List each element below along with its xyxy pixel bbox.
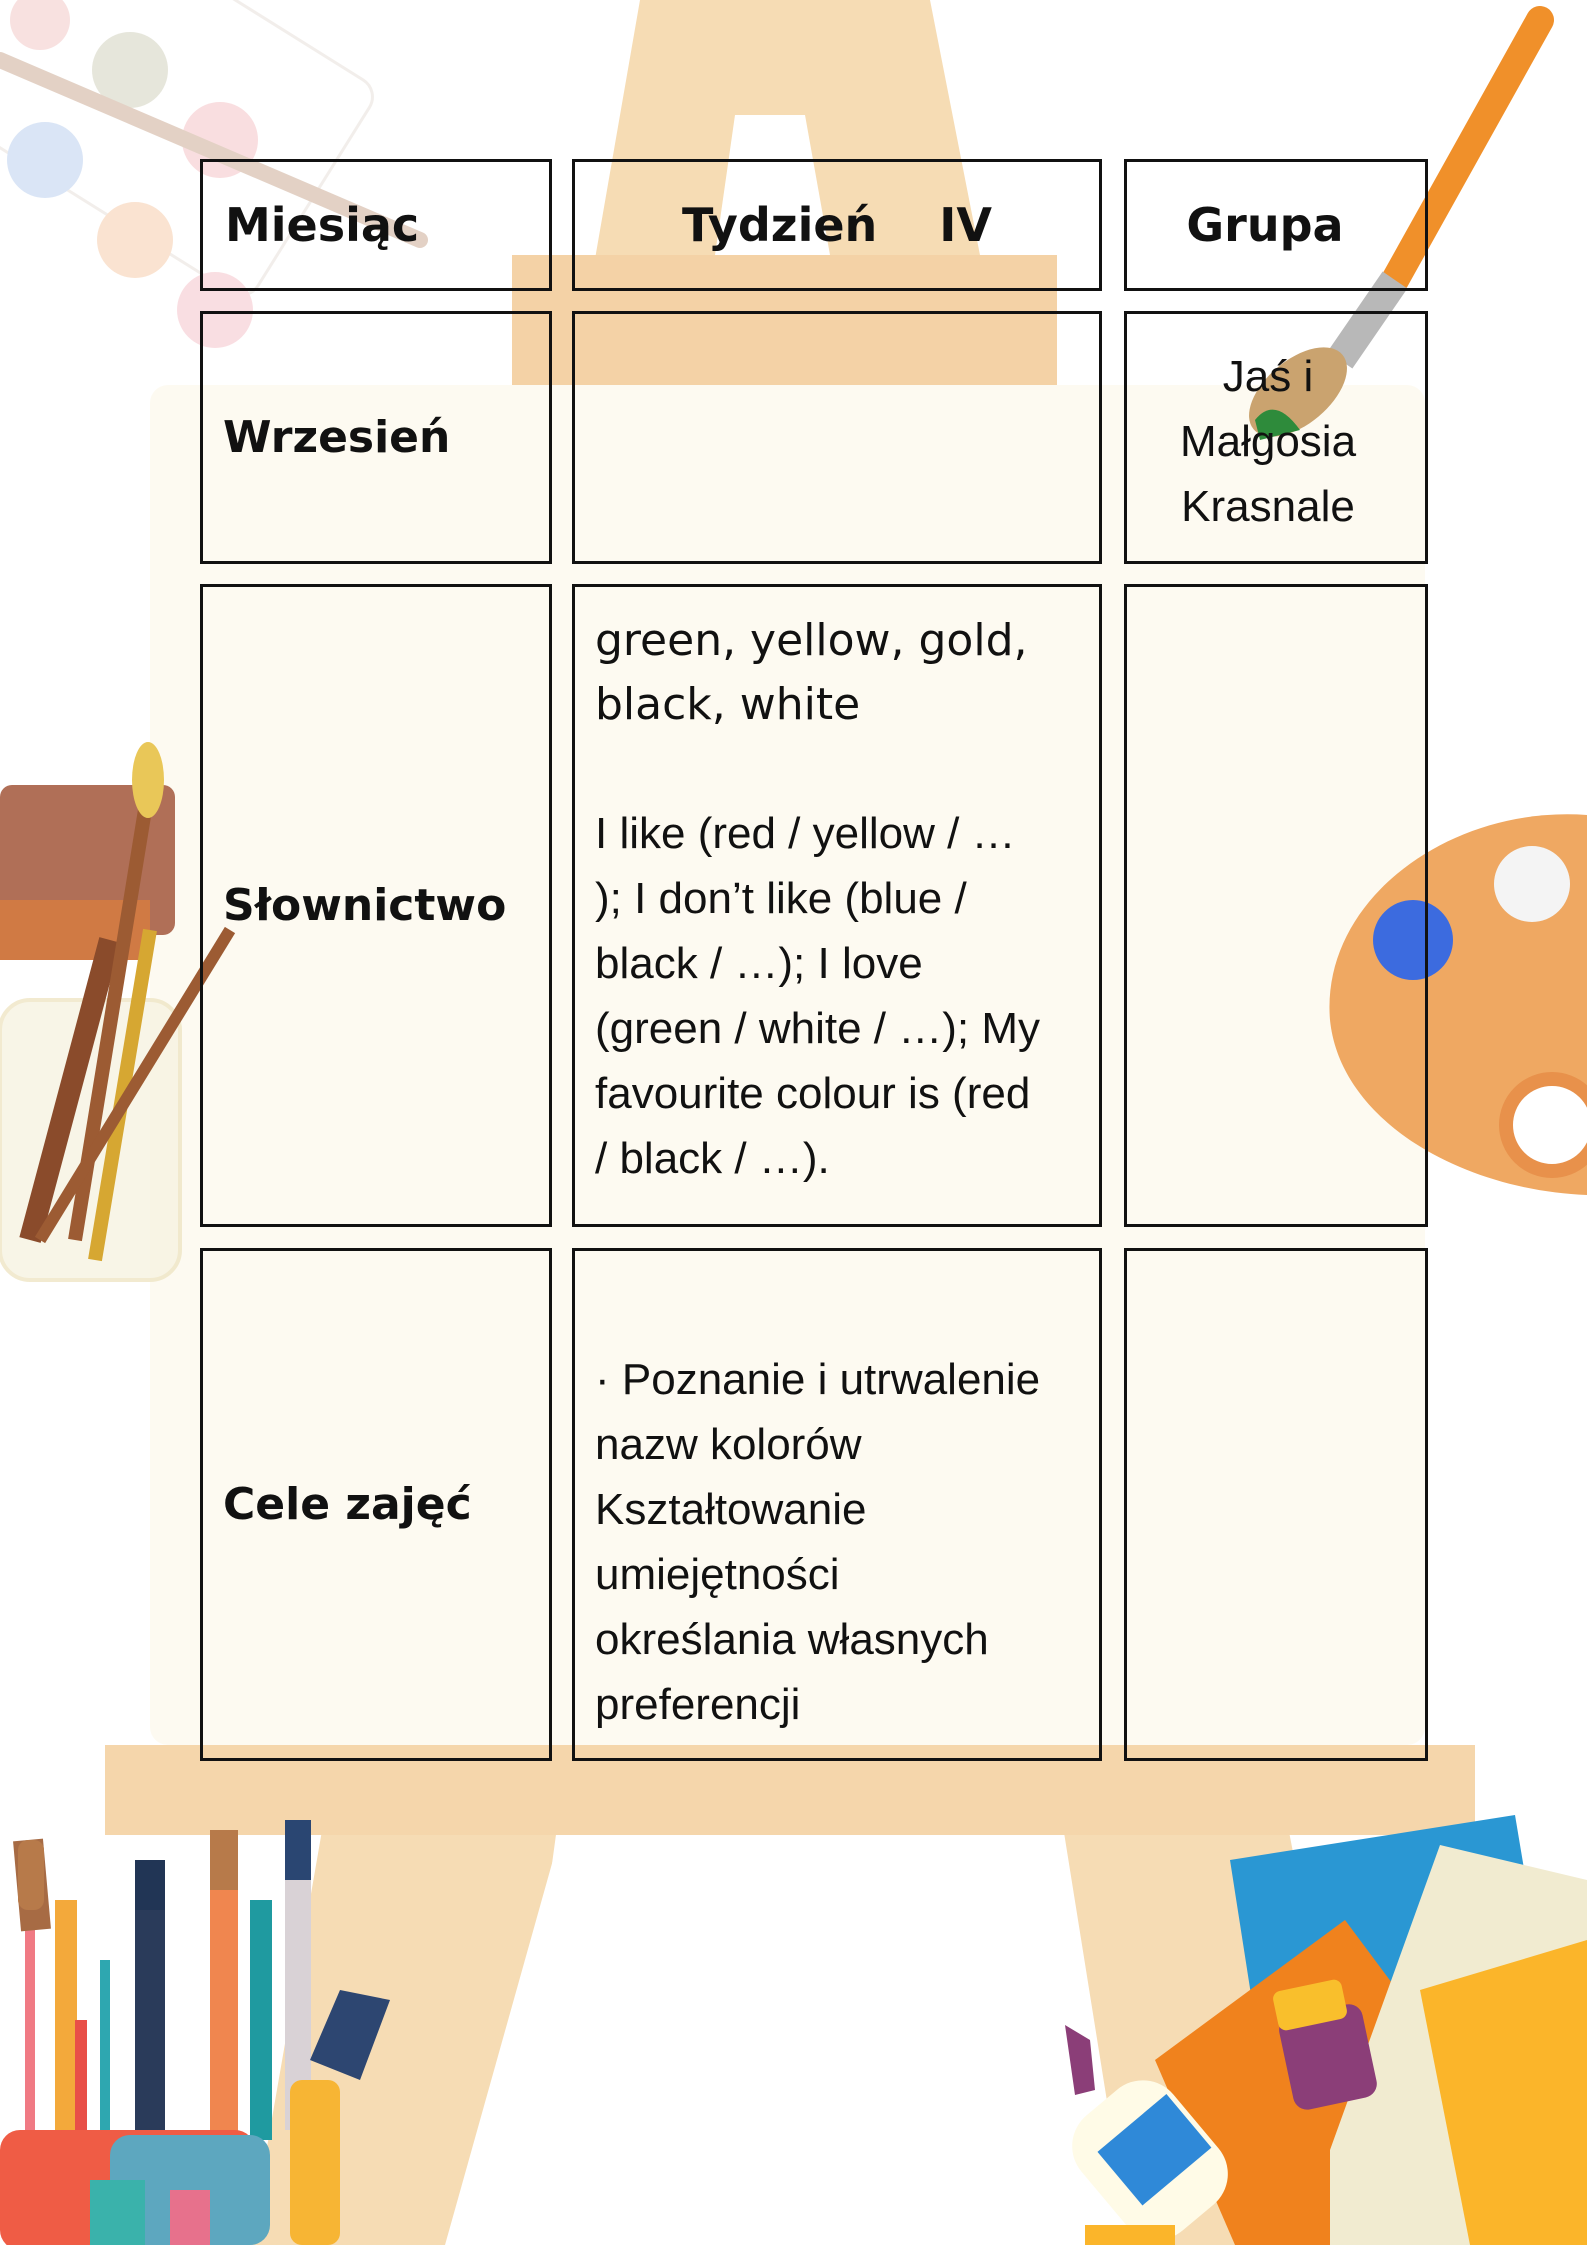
goals-group-cell	[1124, 1248, 1428, 1761]
vocabulary-label-cell	[200, 584, 552, 1227]
group-line-3: Krasnale	[1181, 482, 1355, 531]
vocab-phrase-line: I like (red / yellow / …	[595, 809, 1016, 858]
group-line-2: Małgosia	[1179, 417, 1357, 466]
goals-label-cell	[200, 1248, 552, 1761]
goals-line: umiejętności	[595, 1550, 840, 1599]
header-week-number: IV	[939, 198, 993, 252]
group-value-cell	[1124, 311, 1428, 564]
goals-label: Cele zajęć	[223, 1479, 472, 1530]
vocab-phrase-line: / black / …).	[595, 1134, 830, 1183]
vocab-phrase-line: black / …); I love	[595, 939, 923, 988]
vocabulary-group-cell	[1124, 584, 1428, 1227]
goals-line: · Poznanie i utrwalenie	[595, 1355, 1041, 1404]
group-line-1: Jaś i	[1222, 352, 1314, 401]
header-week-label: Tydzień	[681, 198, 878, 252]
goals-content-cell	[572, 1248, 1102, 1761]
goals-line: preferencji	[595, 1680, 801, 1729]
vocab-phrase-line: ); I don’t like (blue /	[595, 874, 967, 923]
goals-line: nazw kolorów	[595, 1420, 862, 1469]
header-month-label: Miesiąc	[225, 198, 420, 252]
vocab-phrase-line: (green / white / …); My	[595, 1004, 1041, 1053]
vocabulary-content-cell	[572, 584, 1102, 1227]
header-group-cell	[1124, 159, 1428, 291]
month-value: Wrzesień	[223, 412, 451, 463]
goals-line: określania własnych	[595, 1615, 989, 1664]
vocabulary-label: Słownictwo	[223, 880, 507, 931]
vocab-phrase-line: favourite colour is (red	[595, 1069, 1031, 1118]
header-group-label: Grupa	[1186, 198, 1344, 252]
header-month-cell	[200, 159, 552, 291]
week-value-cell	[572, 311, 1102, 564]
month-value-cell	[200, 311, 552, 564]
vocab-words-line-2: black, white	[595, 679, 861, 730]
vocab-words-line-1: green, yellow, gold,	[595, 615, 1028, 666]
goals-line: Kształtowanie	[595, 1485, 867, 1534]
header-week-cell	[572, 159, 1102, 291]
